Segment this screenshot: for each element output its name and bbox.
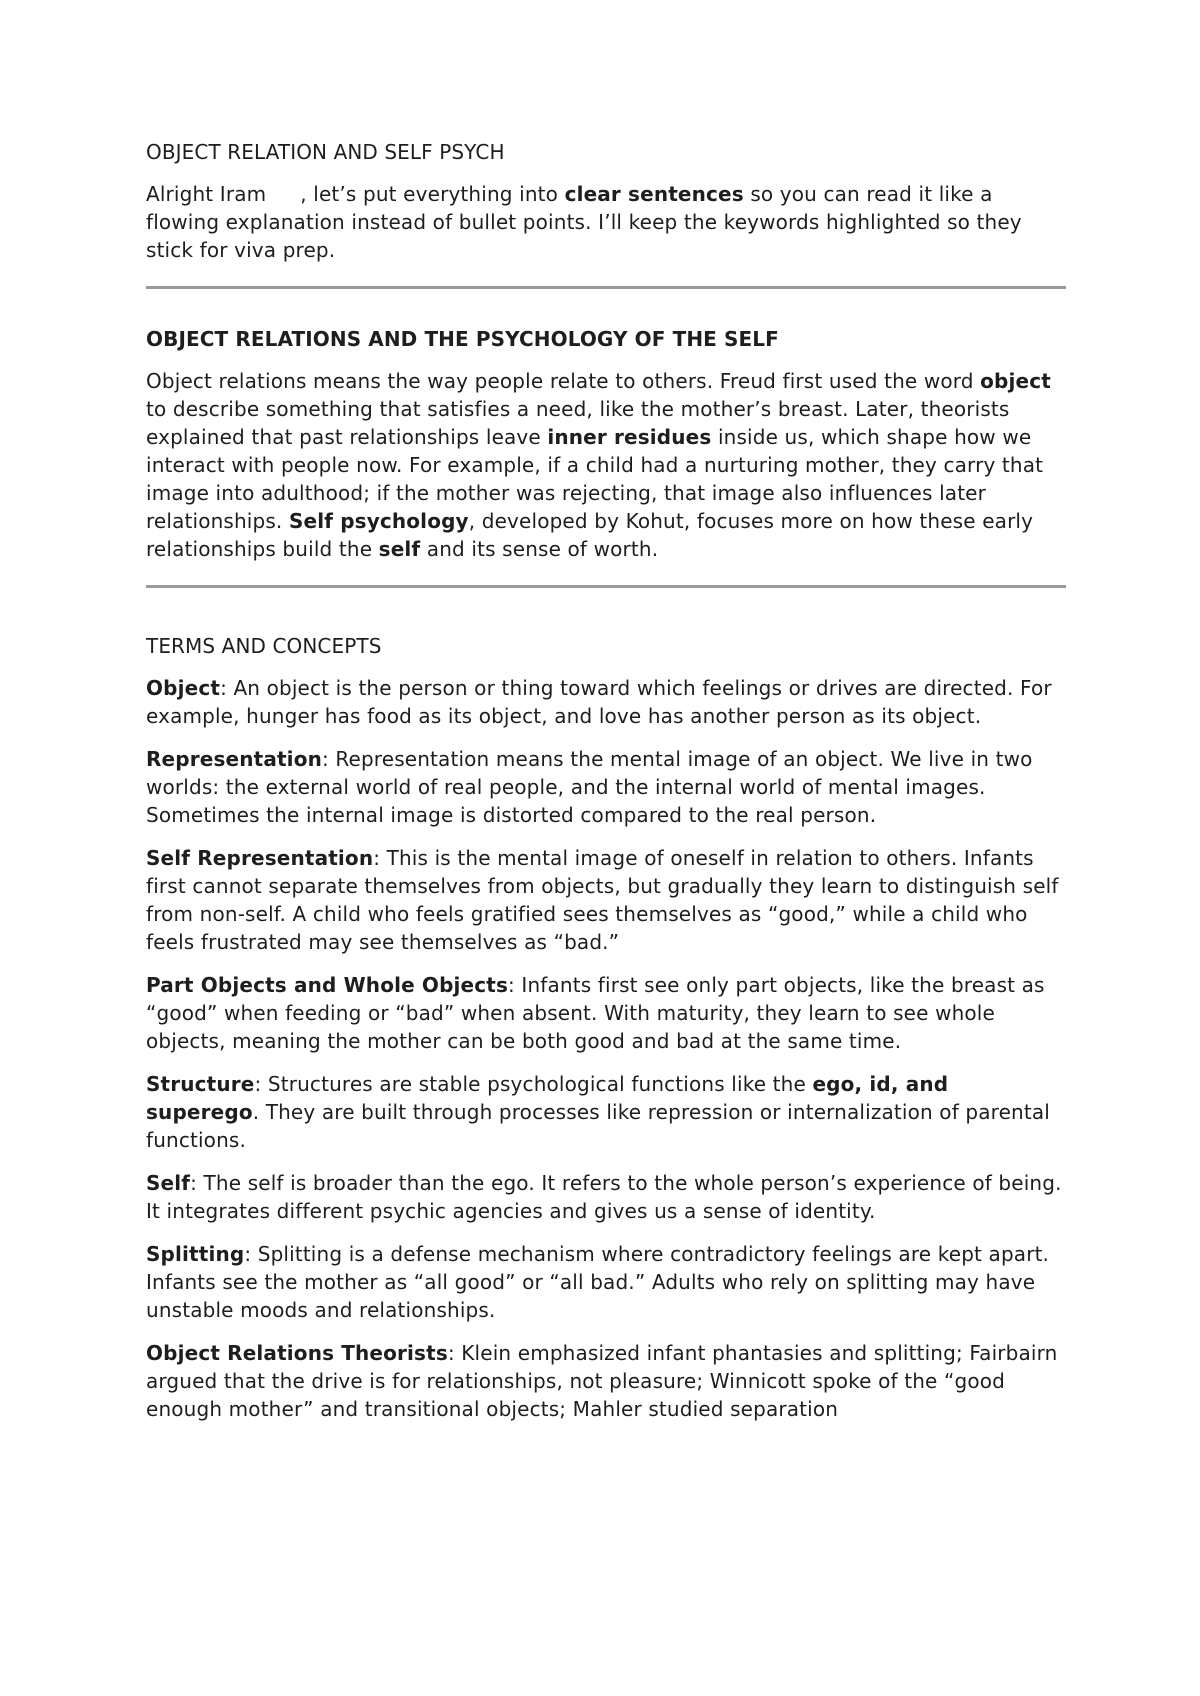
term-self-representation — [146, 844, 1066, 956]
keyword: Self psychology — [288, 509, 469, 533]
term-definition: : An object is the person or thing toward which feelings or drives are directed. For example, hunger has food as its object, and love has another person as its object. — [146, 676, 1052, 728]
term-self — [146, 1169, 1066, 1225]
paragraph-text: and its sense of worth. — [420, 537, 659, 561]
term-definition: . They are built through processes like repression or internalization of parental functions. — [146, 1100, 1050, 1152]
term-definition: : Representation means the mental image of an object. We live in two worlds: the external world of real people, and the internal world of mental images. Sometimes the internal image is distorted compared to the real person. — [146, 747, 1033, 827]
section-heading-terms: TERMS AND CONCEPTS — [146, 634, 382, 658]
term-definition: : The self is broader than the ego. It refers to the whole person’s experience of being. It integrates different psychic agencies and gives us a sense of identity. — [146, 1171, 1062, 1223]
horizontal-rule — [146, 286, 1066, 289]
paragraph-text: inside us, which shape how we interact with people now. For example, if a child had a nurturing mother, they carry that image into adulthood; if the mother was rejecting, that image also influences later relationships. — [146, 425, 1044, 533]
term-label: Structure — [146, 1072, 255, 1096]
object-relations-paragraph — [146, 367, 1066, 563]
intro-text-1: Alright Iram — [146, 182, 267, 206]
term-label: Splitting — [146, 1242, 245, 1266]
term-label: Self — [146, 1171, 191, 1195]
document-page — [146, 138, 1066, 1438]
intro-text-3: so you can read it like a flowing explanation instead of bullet points. I’ll keep the keywords highlighted so they stick for viva prep. — [146, 182, 1022, 262]
paragraph-text: to describe something that satisfies a need, like the mother’s breast. Later, theorists explained that past relationships leave — [146, 397, 1010, 449]
document-title: OBJECT RELATION AND SELF PSYCH — [146, 140, 505, 164]
term-object-relations-theorists — [146, 1339, 1066, 1423]
section-heading-object-relations: OBJECT RELATIONS AND THE PSYCHOLOGY OF THE SELF — [146, 327, 779, 351]
keyword: inner residues — [547, 425, 712, 449]
term-definition: : Splitting is a defense mechanism where contradictory feelings are kept apart. Infants see the mother as “all good” or “all bad.” Adults who rely on splitting may have unstable moods and relationships. — [146, 1242, 1050, 1322]
keyword: object — [980, 369, 1051, 393]
term-label: Object — [146, 676, 221, 700]
term-structure — [146, 1070, 1066, 1154]
intro-keyword: clear sentences — [564, 182, 744, 206]
keyword: self — [378, 537, 421, 561]
term-definition: : Klein emphasized infant phantasies and splitting; Fairbairn argued that the drive is for relationships, not pleasure; Winnicott spoke of the “good enough mother” and transitional objects; Mahler studied separation — [146, 1341, 1058, 1421]
term-representation — [146, 745, 1066, 829]
term-definition: : This is the mental image of oneself in relation to others. Infants first cannot separate themselves from objects, but gradually they learn to distinguish self from non-self. A child who feels gratified sees themselves as “good,” while a child who feels frustrated may see themselves as “bad.” — [146, 846, 1059, 954]
keyword: ego, id, and superego — [146, 1072, 949, 1124]
paragraph-text: , developed by Kohut, focuses more on how these early relationships build the — [146, 509, 1034, 561]
term-label: Part Objects and Whole Objects — [146, 973, 509, 997]
paragraph-text: Object relations means the way people relate to others. Freud first used the word — [146, 369, 981, 393]
intro-text-2: , let’s put everything into — [300, 182, 565, 206]
term-splitting — [146, 1240, 1066, 1324]
horizontal-rule — [146, 585, 1066, 588]
term-label: Object Relations Theorists — [146, 1341, 448, 1365]
term-part-whole-objects — [146, 971, 1066, 1055]
term-definition: : Infants first see only part objects, like the breast as “good” when feeding or “bad” when absent. With maturity, they learn to see whole objects, meaning the mother can be both good and bad at the same time. — [146, 973, 1045, 1053]
term-definition: : Structures are stable psychological functions like the — [254, 1072, 813, 1096]
term-label: Representation — [146, 747, 322, 771]
term-object — [146, 674, 1066, 730]
term-label: Self Representation — [146, 846, 374, 870]
intro-paragraph — [146, 180, 1066, 264]
